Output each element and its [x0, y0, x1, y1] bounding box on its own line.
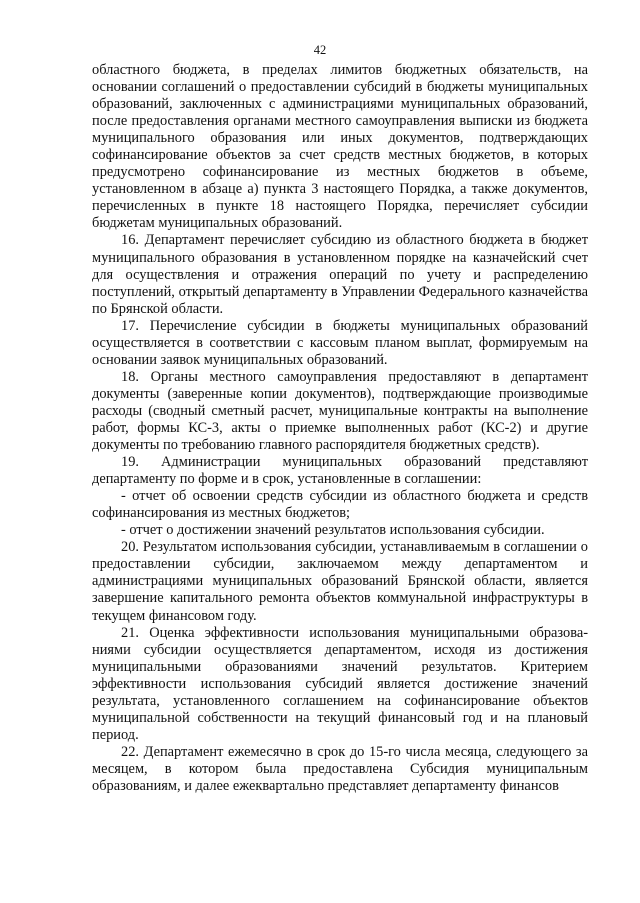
document-body — [92, 62, 588, 795]
page-number: 42 — [313, 43, 327, 57]
paragraph-19: 19. Администрации муниципальных образований представляют департаменту по форме и в срок, установленные в соглашении: — [92, 454, 588, 488]
paragraph-20: 20. Результатом использования субсидии, устанавливаемым в соглашении о предоставлении субсидии, заключаемом между департаментом и администрациями муниципальных образований Брянской области, является завершение капитального ремонта объектов коммунальной инфраструктуры в текущем финансовом году. — [92, 539, 588, 624]
paragraph-16: 16. Департамент перечисляет субсидию из областного бюджета в бюджет муниципального образования в установленном порядке на казначейский счет для осуществления и отражения операций по учету и распределению поступлений, открытый департаменту в Управлении Федерального казначейства по Брянской области. — [92, 232, 588, 317]
paragraph-17: 17. Перечисление субсидии в бюджеты муниципальных образований осуществляется в соответствии с кассовым планом выплат, формируемым на основании заявок муниципальных образований. — [92, 317, 588, 368]
list-item-report-funds: - отчет об освоении средств субсидии из областного бюджета и средств софинансирования из местных бюджетов; — [92, 488, 588, 522]
paragraph-22: 22. Департамент ежемесячно в срок до 15-го числа месяца, следующего за месяцем, в котором была предоставлена Субсидия муниципальным образованиям, и далее ежеквартально представляет департаменту финансов — [92, 743, 588, 794]
paragraph-continuation: областного бюджета, в пределах лимитов бюджетных обязательств, на основании соглашений о предоставлении субсидий в бюджеты муниципальных образований, заключенных с администрациями муниципальных образований, после предоставления органами местного самоуправления выписки из бюджета муниципального образования или иных документов, подтверждающих софинансирование объектов за счет средств местных бюджетов, в которых предусмотрено софинансирование из местных бюджетов в объеме, установленном в абзаце а) пункта 3 настоящего Порядка, а также документов, перечисленных в пункте 18 настоящего Порядка, перечисляет субсидии бюджетам муниципальных образований. — [92, 62, 588, 232]
paragraph-21: 21. Оценка эффективности использования муниципальными образованиями субсидии осуществляется департаментом, исходя из достижения муниципальными образованиями значений результатов. Критерием эффективности использования субсидий является достижение значений результата, установленного соглашением на софинансирование объектов муниципальной собственности на текущий финансовый год и на плановый период. — [92, 624, 588, 743]
paragraph-18: 18. Органы местного самоуправления предоставляют в департамент документы (заверенные копии документов), подтверждающие производимые расходы (сводный сметный расчет, муниципальные контракты на выполнение работ, формы КС-3, акты о приемке выполненных работ (КС-2) и другие документы по требованию главного распорядителя бюджетных средств). — [92, 368, 588, 454]
list-item-report-results: - отчет о достижении значений результатов использования субсидии. — [121, 522, 545, 539]
